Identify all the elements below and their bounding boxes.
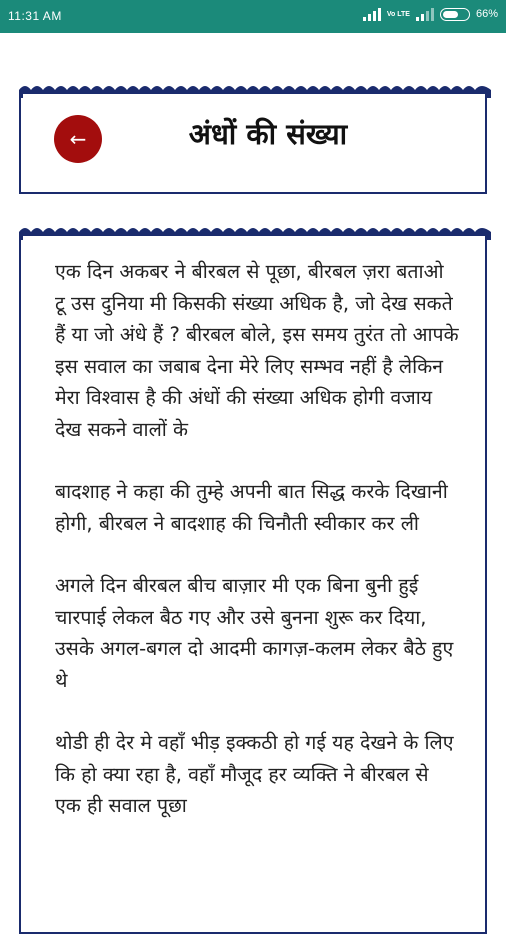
- page-title: अंधों की संख्या: [188, 117, 348, 151]
- story-paragraph: थोडी ही देर मे वहाँ भीड़ इक्कठी हो गई यह देखने के लिए कि हो क्या रहा है, वहाँ मौजूद हर व्यक्ति ने बीरबल से एक ही सवाल पूछा: [55, 731, 454, 817]
- cell-signal-icon: [416, 7, 434, 21]
- title-card: [19, 92, 487, 194]
- status-icons: [363, 7, 498, 21]
- wifi-signal-icon: [363, 7, 381, 21]
- status-bar: [0, 0, 506, 33]
- story-text: [21, 234, 485, 822]
- story-paragraph: एक दिन अकबर ने बीरबल से पूछा, बीरबल ज़रा बताओ टू उस दुनिया मी किसकी संख्या अधिक है, जो देख सकते हैं या जो अंधे हैं ? बीरबल बोले, इस समय तुरंत तो आपके इस सवाल का जबाब देना मेरे लिए सम्भव नहीं है लेकिन मेरा विश्वास है की अंधों की संख्या अधिक होगी वजाय देख सकने वालों के: [55, 260, 459, 441]
- story-paragraph: अगले दिन बीरबल बीच बाज़ार मी एक बिना बुनी हुई चारपाई लेकल बैठ गए और उसे बुनना शुरू कर दिया, उसके अगल-बगल दो आदमी कागज़-कलम लेकर बैठे हुए थे: [55, 574, 454, 692]
- story-card: [19, 234, 487, 934]
- volte-label: Vo LTE: [386, 10, 410, 18]
- story-paragraph: बादशाह ने कहा की तुम्हे अपनी बात सिद्ध करके दिखानी होगी, बीरबल ने बादशाह की चिनौती स्वीकार कर ली: [55, 480, 448, 535]
- battery-fill: [443, 11, 458, 18]
- scallop-border: [19, 222, 491, 240]
- battery-icon: [440, 8, 470, 21]
- arrow-left-icon: ←: [69, 127, 87, 151]
- scallop-border: [19, 80, 491, 98]
- status-time: 11:31 AM: [8, 9, 62, 23]
- battery-percent: 66%: [475, 8, 498, 20]
